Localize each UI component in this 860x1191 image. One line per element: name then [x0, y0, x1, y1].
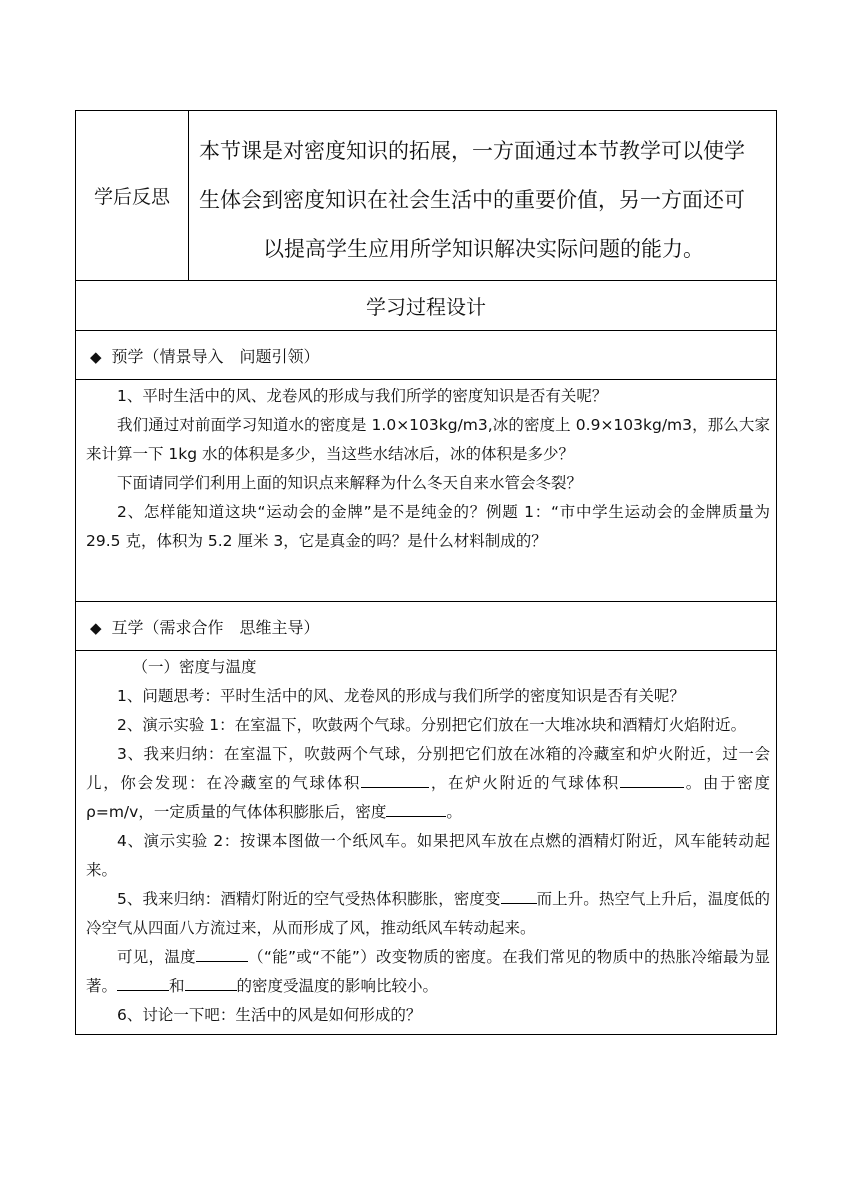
reflection-label: 学后反思: [76, 111, 189, 281]
fill-blank[interactable]: [361, 769, 429, 788]
design-title: 学习过程设计: [76, 281, 777, 331]
preview-paragraph: 1、平时生活中的风、龙卷风的形成与我们所学的密度知识是否有关呢？: [117, 387, 608, 405]
fill-blank[interactable]: [501, 885, 537, 904]
mutual-paragraph: [86, 885, 770, 943]
mutual-paragraph: 6、讨论一下吧：生活中的风是如何形成的？: [117, 1006, 422, 1024]
mutual-heading: 互学（需求合作 思维主导）: [111, 617, 320, 637]
fill-blank[interactable]: [117, 972, 169, 991]
preview-content: [76, 380, 777, 602]
mutual-heading-cell: [76, 602, 777, 651]
text-segment: 和: [169, 977, 185, 995]
preview-heading-cell: [76, 331, 777, 380]
text-segment: 3、我来归纳：在室温下，吹鼓两个气球，分别把它们放在冰箱的冷藏室和炉火附近，过一会儿，你会发现：在冷藏室的气球体积: [86, 745, 770, 792]
fill-blank[interactable]: [620, 769, 684, 788]
mutual-paragraph: 4、演示实验 2：按课本图做一个纸风车。如果把风车放在点燃的酒精灯附近，风车能转动起来。: [86, 832, 770, 879]
mutual-paragraph: [86, 740, 770, 827]
mutual-content-row: [76, 651, 777, 1035]
lesson-table: [75, 110, 777, 1035]
mutual-paragraph: 1、问题思考：平时生活中的风、龙卷风的形成与我们所学的密度知识是否有关呢？: [117, 687, 685, 705]
text-segment: 而上升。热空气上升后，温度低的冷空气从四面八方流过来，从而形成了风，推动纸风车转动起来。: [86, 890, 770, 937]
reflection-content: [189, 111, 777, 281]
mutual-paragraph: [86, 943, 770, 1001]
text-segment: ，在炉火附近的气球体积: [429, 774, 620, 792]
design-title-row: [76, 281, 777, 331]
mutual-paragraph: 2、演示实验 1：在室温下，吹鼓两个气球。分别把它们放在一大堆冰块和酒精灯火焰附近。: [117, 716, 747, 734]
fill-blank[interactable]: [196, 943, 248, 962]
reflection-line: 本节课是对密度知识的拓展，一方面通过本节教学可以使学: [199, 139, 745, 163]
diamond-bullet-icon: ◆: [90, 347, 102, 366]
text-segment: 。由于密度ρ=m/v，一定质量的气体体积膨胀后，密度: [86, 774, 770, 821]
preview-paragraph: 下面请同学们利用上面的知识点来解释为什么冬天自来水管会冬裂？: [117, 474, 583, 492]
text-segment: 可见，温度: [117, 948, 196, 966]
text-segment: 的密度受温度的影响比较小。: [236, 977, 439, 995]
preview-paragraph: 我们通过对前面学习知道水的密度是 1.0×103kg/m3,冰的密度上 0.9×103kg/m3，那么大家来计算一下 1kg 水的体积是多少，当这些水结冰后，冰的体积是多少？: [86, 416, 770, 463]
preview-heading-row: [76, 331, 777, 380]
fill-blank[interactable]: [386, 798, 446, 817]
mutual-content: [76, 651, 777, 1035]
fill-blank[interactable]: [185, 972, 237, 991]
reflection-row: [76, 111, 777, 281]
text-segment: 5、我来归纳：酒精灯附近的空气受热体积膨胀，密度变: [117, 890, 501, 908]
preview-heading: 预学（情景导入 问题引领）: [111, 346, 320, 366]
preview-content-row: [76, 380, 777, 602]
text-segment: （“能”或“不能”）改变物质的密度。在我们常见的物质中的热胀冷缩最为显著。: [86, 948, 770, 995]
reflection-line: 以提高学生应用所学知识解决实际问题的能力。: [263, 237, 704, 261]
reflection-line: 生体会到密度知识在社会生活中的重要价值，另一方面还可: [199, 188, 745, 212]
diamond-bullet-icon: ◆: [90, 618, 102, 637]
preview-paragraph: 2、怎样能知道这块“运动会的金牌”是不是纯金的？例题 1：“市中学生运动会的金牌质量为 29.5 克，体积为 5.2 厘米 3，它是真金的吗？是什么材料制成的？: [86, 503, 770, 550]
mutual-heading-row: [76, 602, 777, 651]
text-segment: 。: [446, 803, 462, 821]
mutual-subtitle: （一）密度与温度: [132, 658, 257, 676]
lesson-plan-page: [75, 110, 777, 1035]
